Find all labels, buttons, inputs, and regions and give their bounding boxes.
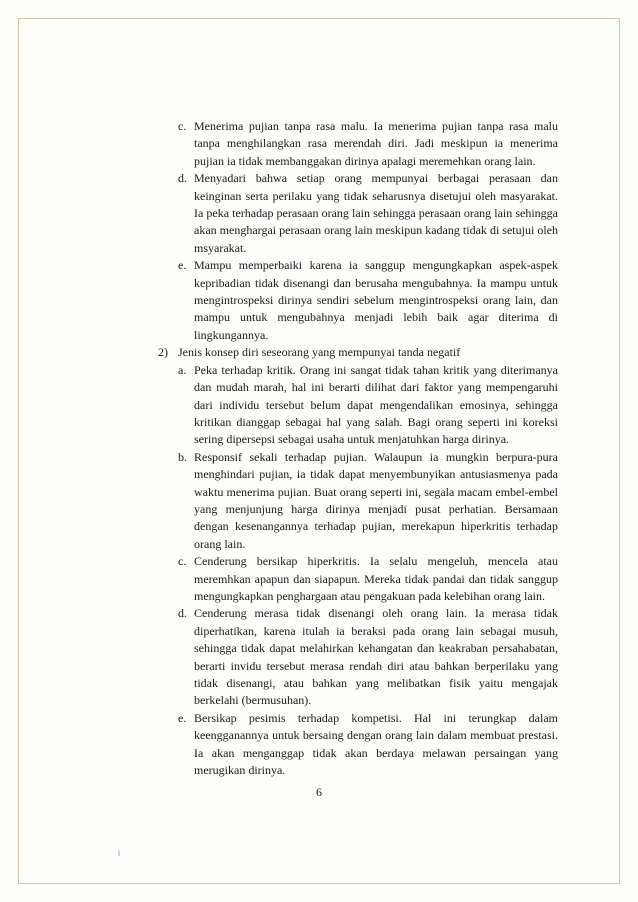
list-item <box>150 605 558 709</box>
list-item <box>150 710 558 780</box>
list-item <box>150 170 558 257</box>
list-item-text: Menyadari bahwa setiap orang mempunyai berbagai perasaan dan keinginan serta perilaku yang tidak seharusnya disetujui oleh masyarakat. Ia peka terhadap perasaan orang lain sehingga perasaan orang lain sehingga akan menghargai perasaan orang lain meskipun kadang tidak di setujui oleh msyarakat. <box>194 171 558 255</box>
section-2-marker: 2) <box>158 345 168 360</box>
list-item-text: Menerima pujian tanpa rasa malu. Ia menerima pujian tanpa rasa malu tanpa menghilangkan rasa merendah diri. Jadi meskipun ia menerima pujian ia tidak membanggakan dirinya apalagi meremehkan orang lain. <box>194 119 558 168</box>
list-item <box>150 553 558 605</box>
list-item <box>150 362 558 449</box>
list-item-text: Mampu memperbaiki karena ia sanggup mengungkapkan aspek-aspek kepribadian tidak disenangi dan berusaha mengubahnya. Ia mampu untuk mengintrospeksi dirinya sendiri sebelum mengintrospeksi orang lain, dan mampu untuk mengubahnya menjadi lebih baik agar diterima di lingkungannya. <box>194 258 558 342</box>
list-item-text: Cenderung bersikap hiperkritis. Ia selalu mengeluh, mencela atau meremhkan apapun dan siapapun. Mereka tidak pandai dan tidak sanggup mengungkapkan penghargaan atau pengakuan pada kelebihan orang lain. <box>194 554 558 603</box>
list-item <box>150 257 558 344</box>
list-item-text: Bersikap pesimis terhadap kompetisi. Hal ini terungkap dalam keengganannya untuk bersaing dengan orang lain dalam membuat prestasi. Ia akan menganggap tidak akan berdaya melawan persaingan yang merugikan dirinya. <box>194 710 558 778</box>
list-item-marker: a. <box>178 362 187 377</box>
page-number: 6 <box>316 785 322 799</box>
list-item-marker: c. <box>178 554 187 569</box>
list-item-marker: d. <box>178 606 187 621</box>
section-2-heading <box>150 344 558 361</box>
list-item-text: Peka terhadap kritik. Orang ini sangat tidak tahan kritik yang diterimanya dan mudah marah, hal ini berarti dilihat dari faktor yang mempengaruhi dari individu tersebut belum dapat mengendalikan emosinya, sehingga kritikan dianggap sebagai hal yang salah. Bagi orang seperti ini koreksi sering dipersepsi sebagai usaha untuk menjatuhkan harga dirinya. <box>194 362 558 447</box>
list-positive <box>150 118 558 344</box>
list-item <box>150 449 558 553</box>
list-item-marker: d. <box>178 171 187 186</box>
footer-mark: i <box>118 848 120 858</box>
list-negative <box>150 362 558 780</box>
list-item-text: Responsif sekali terhadap pujian. Walaupun ia mungkin berpura-pura menghindari pujian, ia tidak dapat menyembunyikan antusiasmenya pada waktu menerima pujian. Buat orang seperti ini, segala macam embel-embel yang menjunjung harga dirinya menjadi pusat perhatian. Bersamaan dengan kesenangannya terhadap pujian, merekapun hiperkritis terhadap orang lain. <box>194 449 558 551</box>
list-item-marker: e. <box>178 258 187 273</box>
list-item-marker: e. <box>178 710 187 725</box>
list-item <box>150 118 558 170</box>
list-item-marker: b. <box>178 449 187 464</box>
section-2-text: Jenis konsep diri seseorang yang mempunyai tanda negatif <box>178 345 461 360</box>
list-item-marker: c. <box>178 119 187 133</box>
list-item-text: Cenderung merasa tidak disenangi oleh orang lain. Ia merasa tidak diperhatikan, karena itulah ia beraksi pada orang lain sebagai musuh, sehingga tidak dapat melahirkan kehangatan dan keakraban persahabatan, berarti invidu tersebut merasa rendah diri atau bahkan berperilaku yang tidak disenangi, atau bahkan yang melibatkan fisik yaitu mengajak berkelahi (bermusuhan). <box>194 606 558 708</box>
page-content <box>150 118 558 779</box>
